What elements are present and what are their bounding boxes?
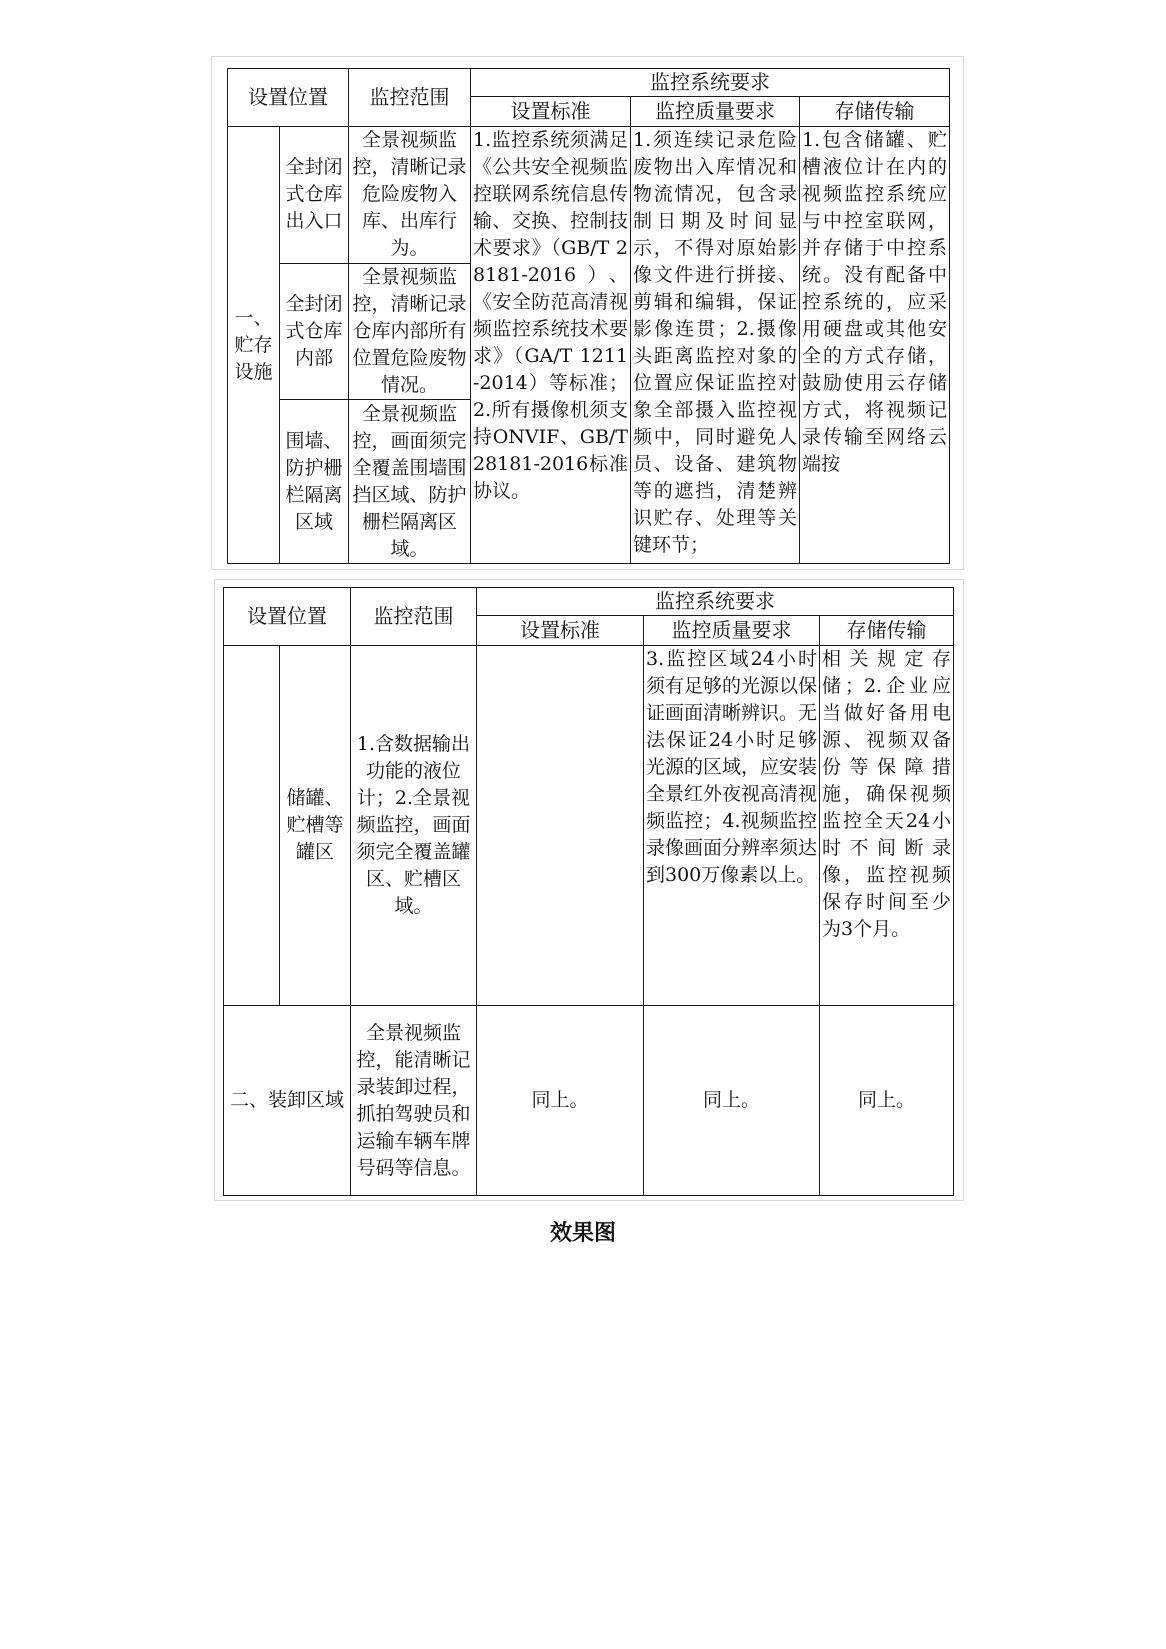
quality-cell: 1.须连续记录危险废物出入库情况和物流情况，包含录制日期及时间显示，不得对原始影像文件进行拼接、剪辑和编辑，保证影像连贯；2.摄像头距离监控对象的位置应保证监控对象全部摄入监控视频中，同时避免人员、设备、建筑物等的遮挡，清楚辨识贮存、处理等关键环节； — [631, 127, 800, 564]
quality-cell: 3.监控区域24小时须有足够的光源以保证画面清晰辨识。无法保证24小时足够光源的区域，应安装全景红外夜视高清视频监控；4.视频监控录像画面分辨率须达到300万像素以上。 — [644, 646, 820, 1006]
header-scope: 监控范围 — [349, 69, 471, 127]
header-standard: 设置标准 — [477, 616, 644, 646]
scope-cell: 1.含数据输出功能的液位计；2.全景视频监控，画面须完全覆盖罐区、贮槽区域。 — [351, 646, 477, 1006]
table-image-2 — [214, 579, 964, 1201]
scope-cell: 全景视频监控，能清晰记录装卸过程，抓拍驾驶员和运输车辆车牌号码等信息。 — [351, 1006, 477, 1196]
figure-caption: 效果图 — [549, 1221, 616, 1246]
storage-cell: 相关规定存储；2.企业应当做好备用电源、视频双备份等保障措施，确保视频监控全天24小时不间断录像，监控视频保存时间至少为3个月。 — [820, 646, 954, 1006]
header-requirements: 监控系统要求 — [471, 69, 950, 97]
header-storage: 存储传输 — [820, 616, 954, 646]
header-quality: 监控质量要求 — [631, 97, 800, 127]
table-image-1 — [211, 56, 964, 570]
scope-cell: 全景视频监控，清晰记录危险废物入库、出库行为。 — [349, 127, 471, 264]
category-cell-continued — [224, 646, 280, 1006]
category-storage-facility: 一、贮存设施 — [228, 127, 280, 564]
header-storage: 存储传输 — [800, 97, 950, 127]
header-quality: 监控质量要求 — [644, 616, 820, 646]
header-scope: 监控范围 — [351, 588, 477, 646]
quality-cell: 同上。 — [644, 1006, 820, 1196]
scope-cell: 全景视频监控，清晰记录仓库内部所有位置危险废物情况。 — [349, 263, 471, 400]
monitoring-table-part-2 — [223, 587, 954, 1196]
scope-cell: 全景视频监控，画面须完全覆盖围墙围挡区域、防护栅栏隔离区域。 — [349, 400, 471, 564]
location-cell: 全封闭式仓库出入口 — [280, 127, 349, 264]
standard-cell: 同上。 — [477, 1006, 644, 1196]
storage-cell: 同上。 — [820, 1006, 954, 1196]
standard-cell: 1.监控系统须满足《公共安全视频监控联网系统信息传输、交换、控制技术要求》（GB/T 28181-2016）、《安全防范高清视频监控系统技术要求》（GA/T 1211-2014）等标准；2.所有摄像机须支持ONVIF、GB/T 28181-2016标准协议。 — [471, 127, 631, 564]
monitoring-table-part-1 — [227, 68, 950, 564]
standard-cell — [477, 646, 644, 1006]
header-location: 设置位置 — [224, 588, 351, 646]
location-cell: 二、装卸区域 — [224, 1006, 351, 1196]
location-cell: 围墙、防护栅栏隔离区域 — [280, 400, 349, 564]
location-cell: 储罐、贮槽等罐区 — [280, 646, 351, 1006]
header-standard: 设置标准 — [471, 97, 631, 127]
location-cell: 全封闭式仓库内部 — [280, 263, 349, 400]
header-requirements: 监控系统要求 — [477, 588, 954, 616]
storage-cell: 1.包含储罐、贮槽液位计在内的视频监控系统应与中控室联网，并存储于中控系统。没有配备中控系统的，应采用硬盘或其他安全的方式存储，鼓励使用云存储方式，将视频记录传输至网络云端按 — [800, 127, 950, 564]
header-location: 设置位置 — [228, 69, 349, 127]
